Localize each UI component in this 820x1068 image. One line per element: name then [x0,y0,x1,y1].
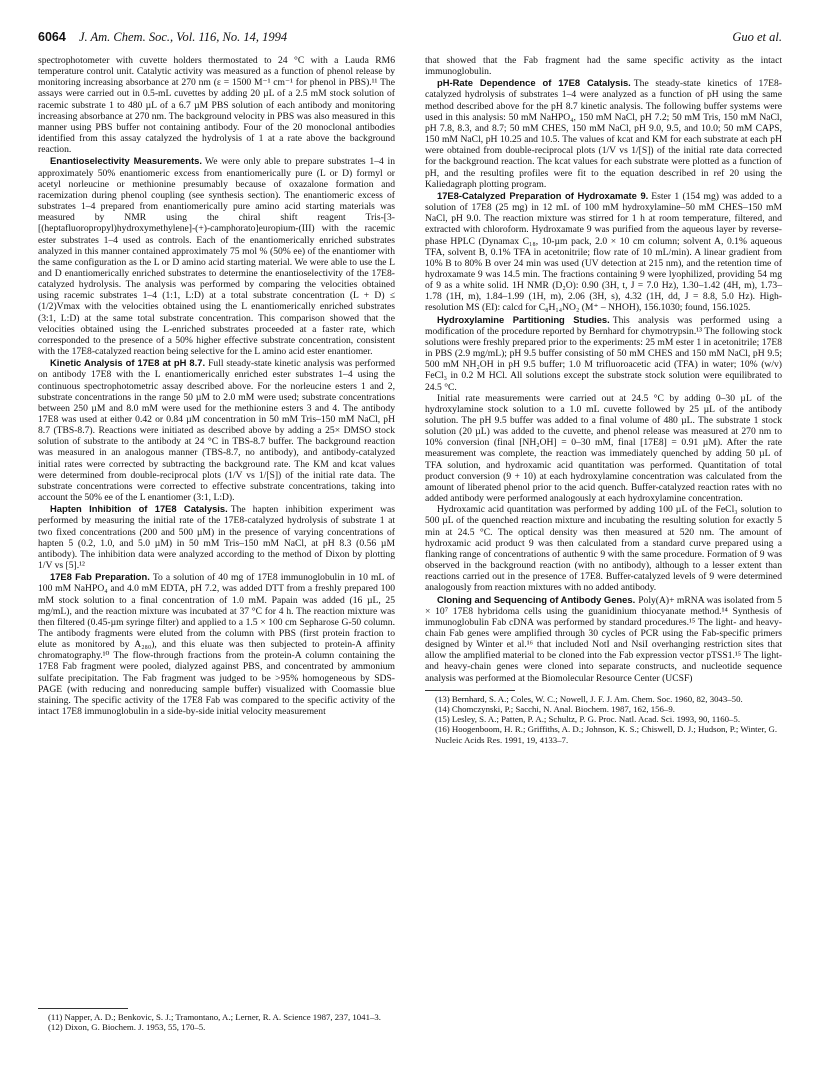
paragraph: Initial rate measurements were carried out at 24.5 °C by adding 0–30 µL of the hydroxylamine stock solution to a 1.0 mL cuvette followed by 25 µL of the antibody solution. The pH 9.5 buffer was added to a final volume of 480 µL. The substrate 1 stock solution (20 µL) was added to the cuvette, and phenol release was measured at 270 nm to 10% conversion (final [NH₂OH] = 0–30 mM, final [17E8] = 0.91 µM). After the rate measurement was complete, the reaction was immediately quenched by adding 50 µL of TFA solution, and hydroxamic acid quantitation was performed. Quantitation of total product conversion (9 + 10) at each hydroxylamine concentration was calculated from the amount of liberated phenol prior to the acid quench. Buffer-catalyzed reaction rates with no added antibody were performed analogously at each hydroxylamine concentration. [425,392,782,505]
journal-citation: J. Am. Chem. Soc., Vol. 116, No. 14, 1994 [78,30,288,44]
right-column [425,55,782,745]
section-partitioning [425,314,782,393]
paragraph-text: To a solution of 40 mg of 17E8 immunoglobulin in 10 mL of 100 mM NaHPO₄ and 4.0 mM EDTA, pH 7.2, was added DTT from a freshly prepared 100 mM stock solution to a final concentration of 1.0 mM. Papain was added (16 µL, 25 mg/mL), and the reaction mixture was incubated at 37 °C for 4 h. The reaction mixture was then filtered (0.45-µm syringe filter) and applied to a 1.5 × 100 cm Sepharose G-50 column. The antibody fragments were eluted from the column with PBS (first protein fraction to elute as monitored by A₂₈₀), and this eluate was then subjected to protein-A affinity chromatography.¹⁰ The flow-through fractions from the protein-A column containing the 17E8 Fab fragment were pooled, dialyzed against PBS, and concentrated by ammonium sulfate precipitation. The Fab fragment was judged to be >95% homogeneous by SDS-PAGE (with reducing and nonreducing sample buffer) visualized with Coomassie blue staining. The specific activity of the 17E8 Fab was compared to the specific activity of the intact 17E8 immunoglobulin in a side-by-side initial velocity measurement [38,572,395,718]
footnote-divider [425,690,515,691]
section-heading: Hapten Inhibition of 17E8 Catalysis. [50,503,228,515]
section-heading: Kinetic Analysis of 17E8 at pH 8.7. [50,357,206,369]
paragraph: Hydroxamic acid quantitation was performed by adding 100 µL of the FeCl₃ solution to 500 µL of the quenched reaction mixture and incubating the resulting solution for exactly 5 min at 24.5 °C. The optical density was then measured at 520 nm. The amount of hydroxamic acid product 9 was then calculated from a standard curve prepared using a flanking range of concentrations of authentic 9 with the same procedure. Formation of 9 was observed in the background reaction (with no antibody), although to a lesser extent than reactions carried out in the presence of 17E8. Buffer-catalyzed levels of 9 were determined analogously from reaction mixtures with no added antibody. [425,504,782,594]
section-heading: Enantioselectivity Measurements. [50,155,202,167]
running-header [38,30,782,46]
section-hydroxamate [425,190,782,314]
left-column [38,55,395,717]
paragraph-text: We were only able to prepare substrates 1–4 in approximately 50% enantiomeric excess from enantiomerically pure (L or D) formyl or acetyl norleucine or methionine presumably because of oxazalone formation and racemization during phenol coupling (see synthesis section). The enantiomeric excess of substrates 1–4 prepared from enantiomerically pure amino acid starting materials was measured by NMR using the chiral shift reagent Tris-[3-[(heptafluoropropyl)hydroxymethylene]-(+)-camphorato]europium-(III) with the racemic ester substrates 1–4 used as controls. Each of the enantiomerically enriched substrates analyzed in this manner contained approximately 75 mol % (50% ee) of the enantiomer with the same configuration as the L or D amino acid starting material. We were able to use the L and D enantiomerically enriched substrates to determine the enantioselectivity of the 17E8-catalyzed hydrolysis. The analysis was performed by comparing the velocities obtained using racemic substrates 1–4 (1:1, L:D) at a total substrate concentration (L + D) ≤ (1/2)Vmax with the velocities obtained using the L enantiomerically enriched substrates (3:1, L:D) at the same total substrate concentration. This comparison showed that the velocities obtained using the L-enriched substrates proceeded at a faster rate, which corresponded to the presence of a 50% higher effective substrate concentration, consistent with the 17E8-catalyzed reaction being selective for the L amino acid ester enantiomer. [38,156,395,358]
section-heading: 17E8-Catalyzed Preparation of Hydroxamate 9. [437,189,649,201]
footnotes-right [425,690,782,745]
section-heading: Hydroxylamine Partitioning Studies. [437,313,610,325]
paragraph: that showed that the Fab fragment had the same specific activity as the intact immunoglobulin. [425,55,782,78]
section-cloning [425,594,782,684]
footnote-11: (11) Napper, A. D.; Benkovic, S. J.; Tramontano, A.; Lerner, R. A. Science 1987, 237, 1041–3. [48,1012,381,1022]
footnote-13: (13) Bernhard, S. A.; Coles, W. C.; Nowell, J. F. J. Am. Chem. Soc. 1960, 82, 3043–50. [435,693,743,704]
footnote-14: (14) Chomczynski, P.; Sacchi, N. Anal. Biochem. 1987, 162, 156–9. [435,703,675,714]
section-heading: pH-Rate Dependence of 17E8 Catalysis. [437,77,631,89]
paragraph: spectrophotometer with cuvette holders thermostated to 24 °C with a Lauda RM6 temperature control unit. Catalytic activity was measured as a function of phenol release by monitoring increasing absorbance at 270 nm (ε = 1500 M⁻¹ cm⁻¹ for phenol in PBS).¹¹ The assays were carried out in 0.5-mL cuvettes by adding 20 µL of a 2.5 mM stock solution of racemic substrate 1 to 480 µL of a 6.7 µM PBS solution of each antibody and monitoring increasing absorbance at 270 nm. The background velocity in PBS was also measured in this manner using PBS buffer not containing antibody. Four of the 20 monoclonal antibodies identified from this assay catalyzed the hydrolysis of 1 at a rate above the background reaction. [38,55,395,156]
paragraph-text: The hapten inhibition experiment was performed by measuring the initial rate of the 17E8-catalyzed hydrolysis of substrate 1 at two fixed concentrations (200 and 500 µM) in the presence of varying concentrations of hapten 5 (0.2, 1.0, and 5.0 µM) in 50 mM Tris–150 mM NaCl, at pH 8.3 (0.56 µM antibody). The inhibition data were analyzed according to the method of Dixon by plotting 1/V vs [5].¹² [38,504,396,572]
section-heading: Cloning and Sequencing of Antibody Genes. [437,593,636,605]
footnote-15: (15) Lesley, S. A.; Patten, P. A.; Schultz, P. G. Proc. Natl. Acad. Sci. 1993, 90, 1160–5. [435,714,741,725]
section-hapten-inhibition [38,503,395,571]
section-ph-rate [425,77,782,190]
paragraph-text: Poly(A)+ mRNA was isolated from 5 × 10⁷ 17E8 hybridoma cells using the guanidinium thiocyanate method.¹⁴ Synthesis of immunoglobulin Fab cDNA was performed by standard procedures.¹⁵ The light- and heavy-chain Fab genes were amplified through 30 cycles of PCR using the Fab-specific primers designed by Winter et al.¹⁶ that included NotI and NsiI overhanging restriction sites that allow the amplified material to be cloned into the Fab expression vector pTSS1.¹⁵ The light- and heavy-chain genes were cloned into separate constructs, and nucleotide sequence analysis was performed at the Biomolecular Resource Center (UCSF) [425,594,782,684]
footnotes-left [38,1002,395,1032]
section-fab-preparation [38,571,395,717]
section-heading: 17E8 Fab Preparation. [50,571,150,583]
paragraph-text: The steady-state kinetics of 17E8-catalyzed hydrolysis of substrates 1–4 were analyzed as a function of pH using the same method described above for the pH 8.7 kinetic analysis. The following buffer systems were used in this analysis: 50 mM NaHPO₄, 150 mM NaCl, pH 7.2; 50 mM Tris, 150 mM NaCl, pH 7.8, 8.3, and 8.7; 50 mM CHES, 150 mM NaCl, pH 9.0, 9.5, and 10.0; 50 mM CAPS, 150 mM NaCl, pH 10.25 and 10.5. The values of kcat and KM for each substrate at each pH were obtained from double-reciprocal plots (1/V vs 1/[S]) of the initial rate data corrected for the background reaction. The kcat values for each substrate were plotted as a function of pH, and the resulting profiles were fit to the equation described in ref 20 using the Kaliedagraph plotting program. [425,78,783,190]
footnote-12: (12) Dixon, G. Biochem. J. 1953, 55, 170–5. [48,1022,206,1033]
paragraph-text: Ester 1 (154 mg) was added to a solution of 17E8 (25 mg) in 12 mL of 100 mM hydroxylamine–50 mM CHES–150 mM NaCl, pH 9.0. The reaction mixture was stirred for 1 h at room temperature, filtered, and extracted with chloroform. Hydroxamate 9 was purified from the aqueous layer by reverse-phase HPLC (Dynamax C₁₈, 10-µm pack, 2.0 × 10 cm column; solvent A, 0.1% aqueous TFA, solvent B, 0.1% TFA in acetonitrile; flow rate of 10 mL/min). A linear gradient from 10% B to 80% B over 24 min was used (UV detection at 215 nm), and the retention time of hydroxamate 9 was 14.5 min. The fractions containing 9 were lyophilized, providing 54 mg of 9 as a white solid. 1H NMR (D₂O): 0.90 (3H, t, J = 7.0 Hz), 1.30–1.42 (4H, m), 1.73–1.78 (1H, m), 1.84–1.99 (1H, m), 2.06 (3H, s), 4.32 (1H, dd, J = 8.8, 5.0 Hz). High-resolution MS (EI): calcd for C₈H₁₄NO₂ (M⁺ – NHOH), 156.1030; found, 156.1025. [425,190,782,314]
running-authors: Guo et al. [732,30,782,44]
footnote-divider [38,1008,128,1009]
section-enantioselectivity [38,155,395,357]
footnote-16: (16) Hoogenboom, H. R.; Griffiths, A. D.; Johnson, K. S.; Chiswell, D. J.; Hudson, P.; Winter, G. Nucleic Acids Res. 1991, 19, 4133–7. [435,724,778,745]
paragraph-text: Full steady-state kinetic analysis was performed on antibody 17E8 with the L enantiomerically enriched ester substrates 1–4 using the continuous spectrophotometric assay described above. For the norleucine esters 1 and 2, substrate concentrations in the range 50 µM to 2.0 mM were used; substrate concentrations between 250 µM and 8.0 mM were used for the methionine esters 3 and 4. The antibody 17E8 was used at either 0.42 or 0.84 µM concentration in 50 mM Tris–150 mM NaCl, pH 8.7 (TBS-8.7). Reactions were initiated as described above by adding a 25× DMSO stock solution of substrate to the antibody at 24 °C in TBS-8.7 buffer. The background reaction was measured in an analogous manner (TBS-8.7, no antibody), and antibody-catalyzed initial rates were corrected by subtracting the background rate. The KM and kcat values were determined from double-reciprocal plots (1/V vs 1/[S]) of the initial rate data. The substrate concentrations were corrected to effective substrate concentrations, taking into account the 50% ee of the L enantiomer (3:1, L:D). [38,358,396,504]
section-kinetic-analysis [38,357,395,503]
page-number: 6064 [38,30,66,44]
paragraph-text: This analysis was performed using a modification of the procedure reported by Bernhard for chymotrypsin.¹³ The following stock solutions were freshly prepared prior to the experiments: 25 mM ester 1 in acetonitrile; 17E8 in PBS (2.9 mg/mL); pH 9.5 buffer consisting of 50 mM CHES and 150 mM NaCl, pH 9.5; 500 mM NH₂OH in pH 9.5 buffer; 1.0 M trifluoroacetic acid (TFA) in water; 10% (w/v) FeCl₃ in 0.2 M HCl. All solutions except the substrate stock solution were equilibrated to 24.5 °C. [425,314,782,393]
